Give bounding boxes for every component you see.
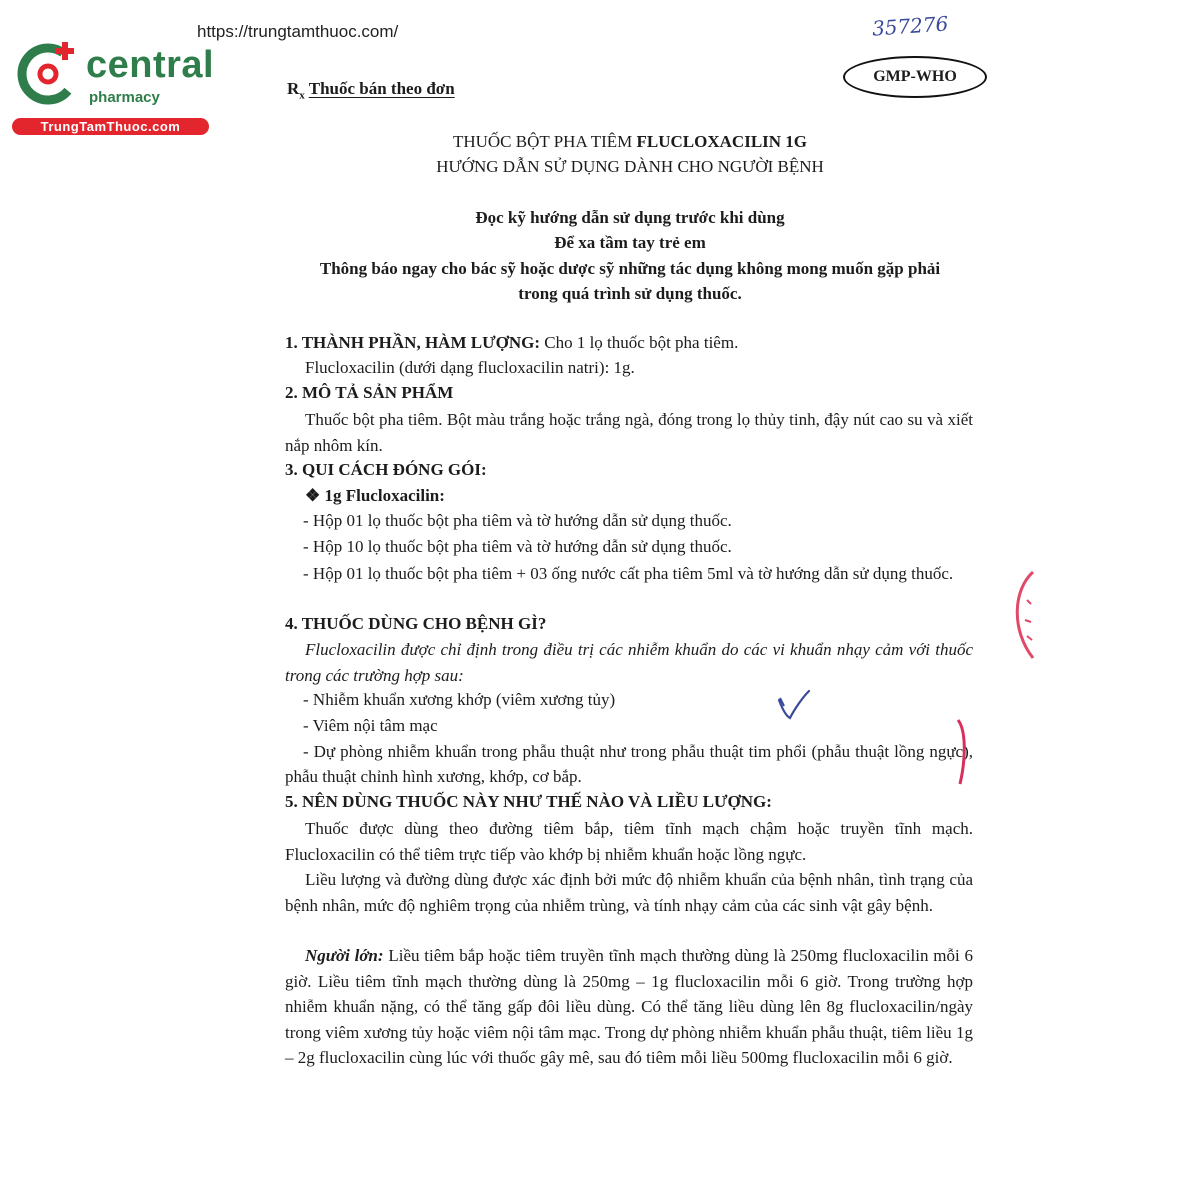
section-5-paragraph-2: Liều lượng và đường dùng được xác định bởi mức độ nhiễm khuẩn của bệnh nhân, tình trạng của bệnh nhân, mức độ nghiêm trọng của nhiễm trùng, và tính nhạy cảm của các sinh vật gây bệnh. bbox=[285, 870, 973, 915]
handwritten-code: 357276 bbox=[871, 11, 950, 41]
title-line-2: HƯỚNG DẪN SỬ DỤNG DÀNH CHO NGƯỜI BỆNH bbox=[436, 157, 824, 176]
section-4-intro: Flucloxacilin được chỉ định trong điều trị các nhiễm khuẩn do các vi khuẩn nhạy cảm với thuốc trong các trường hợp sau: bbox=[285, 640, 973, 685]
title-prefix: THUỐC BỘT PHA TIÊM bbox=[452, 132, 637, 151]
section-4-heading: 4. THUỐC DÙNG CHO BỆNH GÌ? bbox=[285, 614, 547, 633]
section-5-heading: 5. NÊN DÙNG THUỐC NÀY NHƯ THẾ NÀO VÀ LIỀU LƯỢNG: bbox=[285, 792, 772, 811]
section-3-item-2: - Hộp 10 lọ thuốc bột pha tiêm và tờ hướng dẫn sử dụng thuốc. bbox=[303, 537, 732, 556]
warning-keep-away-children: Để xa tầm tay trẻ em bbox=[554, 233, 706, 252]
prescription-only-label: Thuốc bán theo đơn bbox=[308, 79, 455, 98]
section-5-paragraph-3 bbox=[285, 943, 973, 1071]
section-3-subheading: ❖ 1g Flucloxacilin: bbox=[305, 486, 445, 505]
adult-dosage-text: Liều tiêm bắp hoặc tiêm truyền tĩnh mạch thường dùng là 250mg flucloxacilin mỗi 6 giờ. Liều tiêm tĩnh mạch thường dùng là 250mg – 1g flucloxacilin mỗi 6 giờ. Trong trường hợp nhiễm khuẩn nặng, có thể tăng gấp đôi liều dùng. Có thể tăng liều dùng lên 8g flucloxacilin/ngày trong viêm xương tủy hoặc viêm nội tâm mạc. Trong dự phòng nhiễm khuẩn phẫu thuật, tiêm liều 1g – 2g flucloxacilin cùng lúc với thuốc gây mê, sau đó tiêm mỗi liều 500mg flucloxacilin mỗi 6 giờ. bbox=[285, 946, 973, 1067]
brand-subtitle: pharmacy bbox=[89, 89, 160, 106]
title-drug-name: FLUCLOXACILIN 1G bbox=[636, 132, 808, 151]
section-3-heading: 3. QUI CÁCH ĐÓNG GÓI: bbox=[285, 460, 487, 479]
title-line-1 bbox=[285, 130, 975, 154]
section-3-item-1: - Hộp 01 lọ thuốc bột pha tiêm và tờ hướng dẫn sử dụng thuốc. bbox=[303, 511, 732, 530]
brand-name: central bbox=[86, 44, 215, 86]
section-2-heading: 2. MÔ TẢ SẢN PHẨM bbox=[285, 383, 454, 402]
warning-notify-doctor-cont: trong quá trình sử dụng thuốc. bbox=[518, 284, 742, 303]
rx-letter: R bbox=[287, 79, 300, 98]
section-1-heading bbox=[285, 331, 738, 355]
brand-website-bar[interactable]: TrungTamThuoc.com bbox=[12, 118, 209, 135]
red-margin-mark-icon bbox=[952, 718, 972, 786]
section-3-item-3: - Hộp 01 lọ thuốc bột pha tiêm + 03 ống nước cất pha tiêm 5ml và tờ hướng dẫn sử dụng thuốc. bbox=[303, 564, 954, 583]
source-url[interactable]: https://trungtamthuoc.com/ bbox=[197, 22, 399, 41]
adult-dosage-label: Người lớn: bbox=[305, 946, 384, 965]
rx-subscript: x bbox=[299, 89, 305, 102]
gmp-who-stamp: GMP-WHO bbox=[843, 56, 987, 98]
section-4-item-3: - Dự phòng nhiễm khuẩn trong phẫu thuật như trong phẫu thuật tim phổi (phẫu thuật lồng ngực), phẫu thuật chỉnh hình xương, khớp, cơ bắp. bbox=[285, 742, 973, 786]
rx-label bbox=[287, 79, 455, 101]
section-5-paragraph-1: Thuốc được dùng theo đường tiêm bắp, tiêm tĩnh mạch chậm hoặc truyền tĩnh mạch. Flucloxacilin có thể tiêm trực tiếp vào khớp bị nhiễm khuẩn hoặc lồng ngực. bbox=[285, 819, 973, 864]
section-2-description: Thuốc bột pha tiêm. Bột màu trắng hoặc trắng ngà, đóng trong lọ thủy tinh, đậy nút cao su và xiết nắp nhôm kín. bbox=[285, 410, 973, 455]
handwritten-check-icon bbox=[776, 688, 812, 722]
warning-read-instructions: Đọc kỹ hướng dẫn sử dụng trước khi dùng bbox=[475, 208, 785, 227]
section-1-title-tail: Cho 1 lọ thuốc bột pha tiêm. bbox=[540, 333, 739, 352]
section-1-ingredient: Flucloxacilin (dưới dạng flucloxacilin natri): 1g. bbox=[305, 358, 635, 377]
section-4-item-2: - Viêm nội tâm mạc bbox=[303, 716, 438, 735]
section-4-item-1: - Nhiễm khuẩn xương khớp (viêm xương tủy) bbox=[303, 690, 616, 709]
red-stamp-edge-icon bbox=[1005, 570, 1035, 660]
warning-notify-doctor: Thông báo ngay cho bác sỹ hoặc dược sỹ những tác dụng không mong muốn gặp phải bbox=[319, 259, 941, 278]
section-1-title: 1. THÀNH PHẦN, HÀM LƯỢNG: bbox=[285, 333, 540, 352]
